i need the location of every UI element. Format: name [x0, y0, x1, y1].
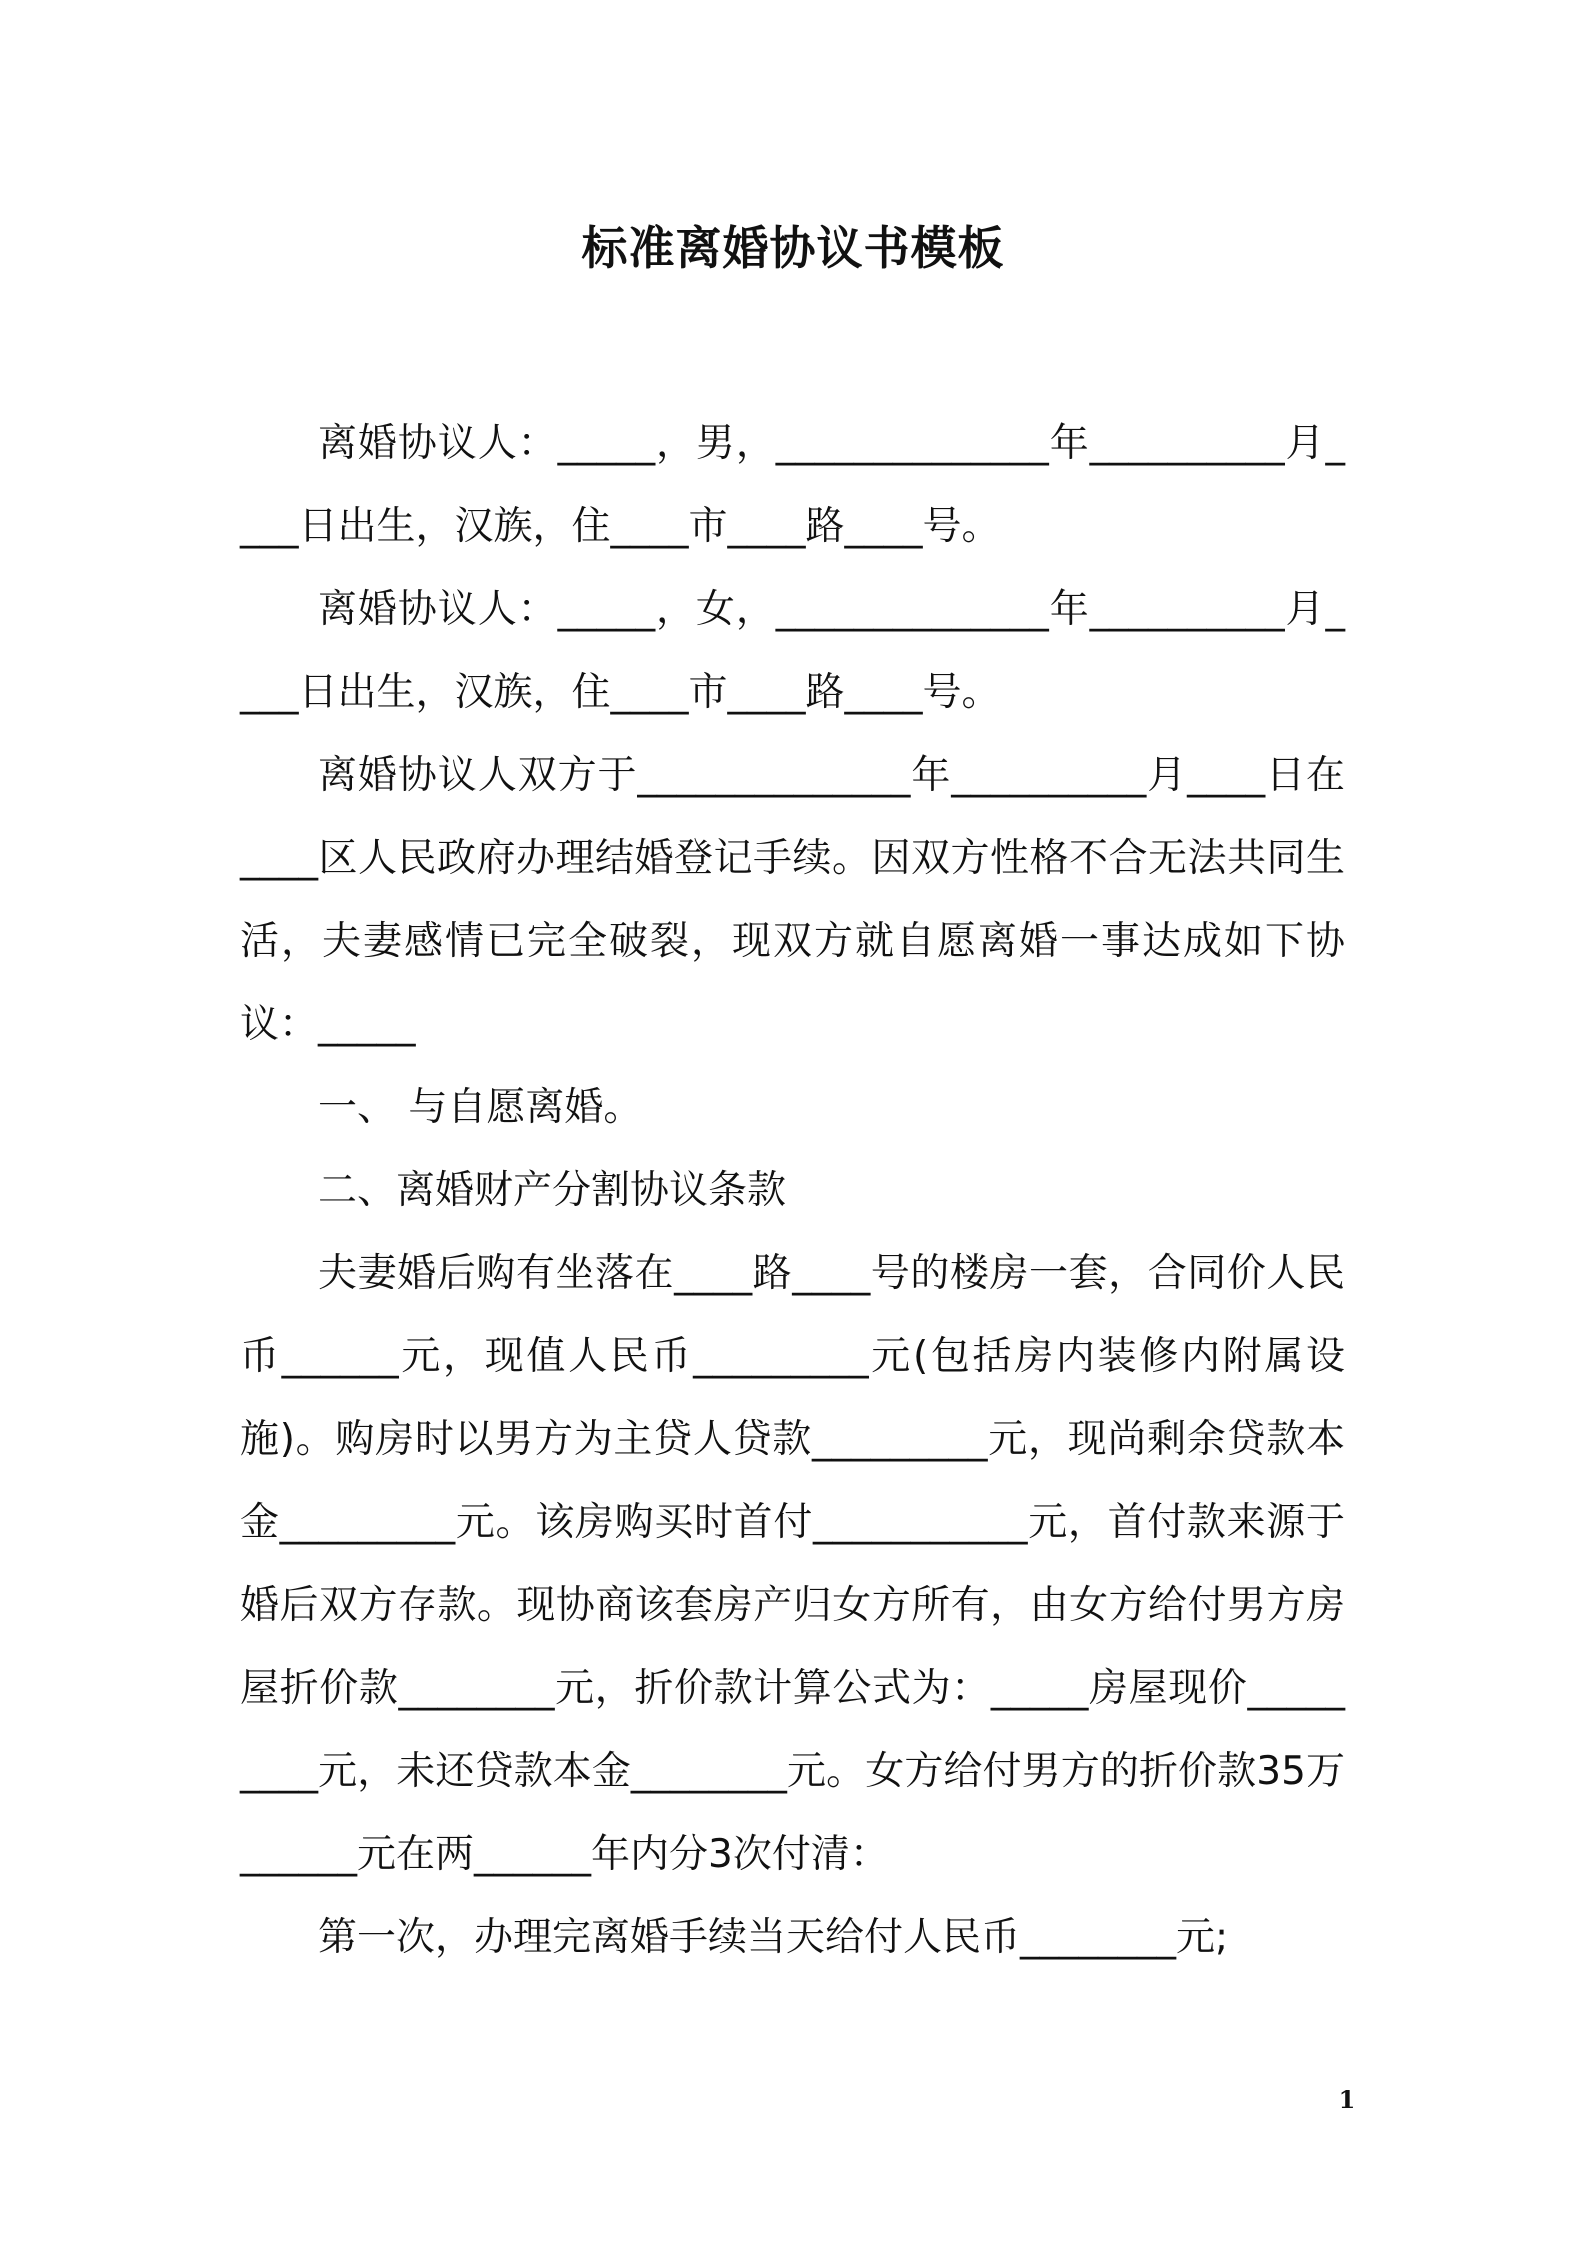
first-payment-paragraph: 第一次，办理完离婚手续当天给付人民币________元; — [318, 1915, 1229, 1960]
document-title: 标准离婚协议书模板 — [581, 221, 1005, 275]
clause-one-heading: 一、 与自愿离婚。 — [318, 1085, 643, 1130]
clause-two-heading: 二、离婚财产分割协议条款 — [318, 1168, 787, 1213]
party-female-paragraph: 离婚协议人：_____，女，______________年__________月____日出生，汉族，住____市____路____号。 — [240, 587, 1345, 715]
property-division-paragraph: 夫妻婚后购有坐落在____路____号的楼房一套，合同价人民币______元，现值人民币_________元(包括房内装修内附属设施)。购房时以男方为主贷人贷款_________元，现尚剩余贷款本金_________元。该房购买时首付___________元，首付款来源于婚后双方存款。现协商该套房产归女方所有，由女方给付男方房屋折价款________元，折价款计算公式为：_____房屋现价_________元，未还贷款本金________元。女方给付男方的折价款35万______元在两______年内分3次付清： — [240, 1251, 1345, 1877]
page-number: 1 — [1338, 2085, 1356, 2114]
marriage-registration-paragraph: 离婚协议人双方于______________年__________月____日在____区人民政府办理结婚登记手续。因双方性格不合无法共同生活，夫妻感情已完全破裂，现双方就自愿离婚一事达成如下协议：_____ — [240, 753, 1345, 1047]
party-male-paragraph: 离婚协议人：_____，男，______________年__________月____日出生，汉族，住____市____路____号。 — [240, 421, 1345, 549]
document-body — [240, 402, 1345, 1979]
